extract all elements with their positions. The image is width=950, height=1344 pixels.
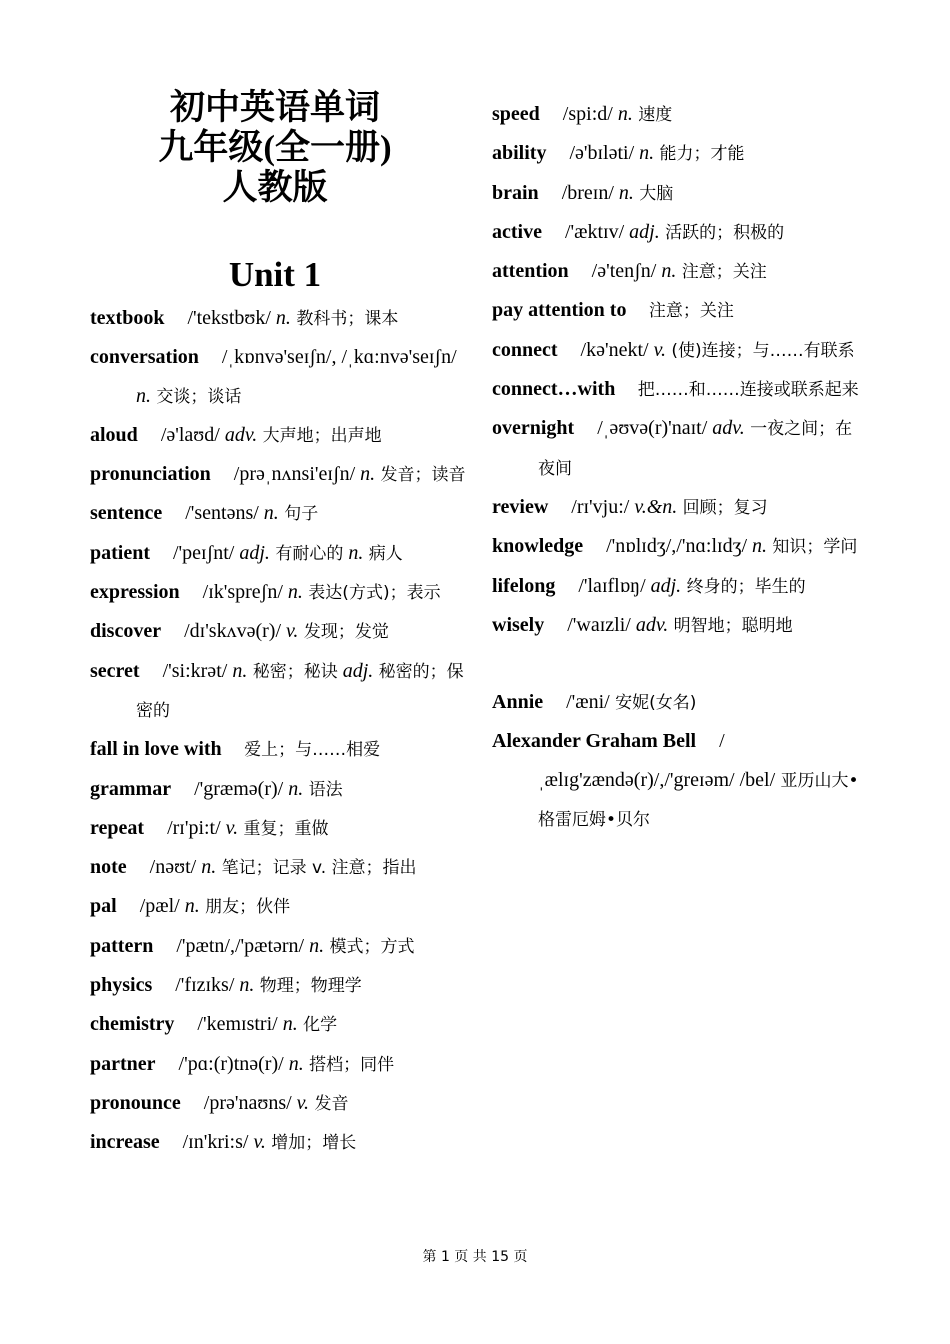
vocab-entry — [90, 848, 468, 887]
title-line-2: 九年级(全一册) — [158, 128, 392, 167]
entry-word: fall in love with — [90, 738, 222, 761]
entry-pos: n. — [283, 1052, 304, 1075]
entry-phonetic: /ˌælɪg'zændə(r)/,/'greɪəm/ /bel/ — [538, 730, 776, 791]
entry-pos: n. — [283, 777, 304, 800]
entry-word: textbook — [90, 307, 165, 329]
entry-pos: v. — [220, 816, 239, 839]
vocab-entry — [90, 887, 468, 926]
vocab-entry — [90, 573, 468, 612]
entry-definition: 句子 — [278, 504, 319, 525]
vocab-entry — [90, 770, 468, 809]
entry-definition: 增加；增长 — [265, 1133, 357, 1154]
entry-pos: adj. — [645, 574, 682, 597]
entry-pos: n. — [136, 384, 151, 407]
entry-word: speed — [492, 103, 540, 125]
entry-definition: (使)连接；与……有联系 — [665, 340, 855, 361]
entry-word: wisely — [492, 613, 545, 636]
entry-phonetic: /ɪn'kri:s/ — [177, 1131, 249, 1154]
entry-phonetic: /ə'tenʃn/ — [586, 260, 657, 283]
document-title — [90, 88, 460, 208]
section-gap — [492, 645, 862, 683]
entry-definition: 交谈；谈话 — [151, 386, 242, 407]
entry-word: repeat — [90, 816, 145, 839]
vocab-entry — [492, 95, 862, 134]
entry-definition: 秘密；秘诀 — [247, 661, 338, 682]
vocab-entry — [90, 1045, 468, 1084]
unit-heading: Unit 1 — [228, 255, 322, 294]
entry-phonetic: /ˌəʊvə(r)'naɪt/ — [592, 417, 708, 440]
entry-word: chemistry — [90, 1013, 175, 1036]
vocab-entry — [90, 809, 468, 848]
entry-word: lifelong — [492, 574, 556, 597]
vocab-entry — [492, 606, 862, 645]
entry-word: aloud — [90, 423, 138, 446]
entry-phonetic: /'si:krət/ — [157, 659, 228, 682]
entry-word: knowledge — [492, 535, 584, 558]
entry-definition: 语法 — [303, 779, 343, 800]
entry-pos: n. — [304, 934, 325, 957]
entry-definition: 爱上；与……相爱 — [221, 740, 381, 761]
entry-pos: n. — [355, 463, 376, 486]
entry-phonetic: /ˌkɒnvə'seɪʃn/, /ˌkɑ:nvə'seɪʃn/ — [216, 346, 457, 369]
entry-definition: 物理；物理学 — [254, 976, 362, 997]
entry-pos: adv. — [630, 613, 669, 636]
entry-definition: 笔记；记录 v. 注意；指出 — [216, 858, 417, 879]
vocab-entry — [492, 409, 862, 488]
entry-pos: n. — [656, 260, 677, 283]
vocab-entry — [90, 534, 468, 573]
entry-word: expression — [90, 581, 180, 604]
entry-definition: 速度 — [632, 105, 673, 125]
entry-phonetic: /rɪ'vju:/ — [566, 495, 630, 518]
vocab-entry — [90, 652, 468, 731]
entry-phonetic: /nəʊt/ — [144, 856, 197, 879]
vocab-entry — [492, 252, 862, 291]
entry-definition: 注意；关注 — [676, 262, 767, 283]
entry-pos: n. — [613, 181, 634, 204]
entry-pos: adj. — [624, 220, 660, 243]
entry-definition: 表达(方式)；表示 — [302, 583, 441, 604]
entry-pos: v.&n. — [629, 495, 678, 518]
entry-pos: v. — [281, 620, 299, 643]
title-line-3: 人教版 — [222, 168, 328, 207]
entry-definition: 亚历山大•格雷厄姆•贝尔 — [538, 770, 859, 831]
entry-phonetic: /kə'nekt/ — [575, 338, 649, 361]
entry-pos: n. — [282, 581, 303, 604]
entry-pos: n. — [277, 1013, 298, 1036]
vocab-entry — [492, 370, 862, 409]
entry-definition: 秘密的；保密的 — [136, 661, 464, 721]
page-footer: 第 1 页 共 15 页 — [422, 1249, 528, 1265]
vocab-entry — [90, 966, 468, 1005]
entry-definition: 回顾；复习 — [677, 497, 768, 518]
entry-pos: n. — [270, 307, 291, 329]
entry-definition: 明智地；聪明地 — [668, 615, 793, 636]
entry-phonetic: /'pætn/,/'pætərn/ — [171, 934, 305, 957]
vocab-entry — [90, 338, 468, 416]
left-column — [90, 299, 468, 1163]
entry-definition: 活跃的；积极的 — [659, 222, 785, 243]
entry-definition: 一夜之间；在夜间 — [538, 419, 853, 479]
entry-definition: 发现；发觉 — [298, 622, 389, 643]
entry-word: ability — [492, 142, 547, 165]
vocab-entry — [90, 494, 468, 533]
entry-pos: adv. — [707, 417, 745, 440]
entry-definition: 有耐心的 — [269, 543, 344, 564]
entry-pos: adj. — [337, 659, 374, 682]
entry-word: secret — [90, 659, 140, 682]
entry-definition: 安妮(女名) — [609, 693, 697, 714]
entry-pos: n. — [343, 541, 364, 564]
entry-phonetic: /'æktɪv/ — [559, 220, 625, 243]
entry-phonetic: /'fɪzɪks/ — [170, 974, 235, 997]
title-line-1: 初中英语单词 — [169, 88, 380, 127]
vocab-entry — [492, 331, 862, 370]
entry-definition: 搭档；同伴 — [303, 1054, 395, 1075]
entry-word: connect…with — [492, 378, 616, 401]
entry-phonetic: /'æni/ — [561, 691, 610, 714]
entry-word: connect — [492, 338, 558, 361]
entry-word: pronounce — [90, 1091, 181, 1114]
entry-pos: v. — [648, 338, 666, 361]
entry-word: patient — [90, 541, 150, 564]
entry-phonetic: /ɪk'spreʃn/ — [197, 581, 283, 604]
vocab-entry — [492, 527, 862, 566]
entry-pos: n. — [747, 535, 768, 558]
entry-word: pal — [90, 895, 117, 918]
entry-pos: n. — [234, 974, 255, 997]
entry-phonetic: /ə'bɪləti/ — [564, 142, 635, 165]
entry-phonetic: /'græmə(r)/ — [189, 777, 284, 800]
entry-phonetic: /breɪn/ — [556, 181, 614, 204]
vocab-entry — [492, 722, 862, 839]
entry-pos: n. — [227, 659, 248, 682]
entry-phonetic: /prə'naʊns/ — [198, 1091, 292, 1114]
vocab-entry — [492, 134, 862, 173]
entry-definition: 终身的；毕生的 — [681, 576, 806, 597]
entry-pos: n. — [196, 856, 217, 879]
entry-word: grammar — [90, 777, 172, 800]
entry-pos: adv. — [219, 423, 258, 446]
entry-definition: 重复；重做 — [238, 818, 329, 839]
entry-definition: 发音；读音 — [375, 465, 466, 486]
entry-word: attention — [492, 260, 569, 283]
entry-definition: 能力；才能 — [654, 144, 745, 165]
entry-word: partner — [90, 1052, 156, 1075]
vocab-entry — [90, 299, 468, 338]
vocab-entry — [492, 683, 862, 722]
entry-pos: v. — [291, 1091, 310, 1114]
vocab-entry — [90, 1084, 468, 1123]
entry-definition: 朋友；伙伴 — [199, 897, 291, 918]
vocab-entry — [492, 567, 862, 606]
vocab-entry — [90, 927, 468, 966]
vocab-entry — [90, 730, 468, 769]
entry-phonetic: /'kemɪstri/ — [192, 1013, 278, 1036]
entry-word: review — [492, 495, 549, 518]
entry-definition: 注意；关注 — [626, 301, 734, 322]
entry-definition: 发音 — [309, 1093, 349, 1114]
entry-word: pattern — [90, 934, 154, 957]
entry-phonetic: /rɪ'pi:t/ — [162, 816, 221, 839]
vocab-entry — [90, 416, 468, 455]
entry-word: Alexander Graham Bell — [492, 730, 697, 753]
entry-phonetic: /'pɑ:(r)tnə(r)/ — [173, 1052, 284, 1075]
entry-pos: v. — [248, 1131, 266, 1154]
vocab-entry — [492, 174, 862, 213]
vocab-entry — [492, 291, 862, 330]
entry-phonetic: /'nɒlɪdʒ/,/'nɑ:lɪdʒ/ — [601, 535, 748, 558]
entry-definition: 模式；方式 — [324, 936, 415, 957]
vocab-entry — [90, 455, 468, 494]
entry-phonetic: /pæl/ — [134, 895, 180, 918]
vocab-entry — [492, 488, 862, 527]
entry-phonetic: /'sentəns/ — [180, 502, 259, 525]
entry-phonetic: /dɪ'skʌvə(r)/ — [179, 620, 282, 643]
entry-phonetic: /'peɪʃnt/ — [168, 541, 235, 564]
entry-word: overnight — [492, 417, 575, 440]
entry-word: discover — [90, 620, 162, 643]
entry-pos: n. — [179, 895, 200, 918]
vocab-entry — [90, 1123, 468, 1162]
entry-word: pay attention to — [492, 299, 627, 322]
entry-definition: 化学 — [297, 1015, 338, 1036]
right-column — [492, 95, 862, 839]
vocab-entry — [90, 612, 468, 651]
entry-phonetic: /ə'laʊd/ — [155, 423, 220, 446]
entry-pos: adj. — [234, 541, 270, 564]
entry-word: conversation — [90, 346, 199, 369]
entry-definition: 教科书；课本 — [290, 309, 399, 329]
entry-definition: 知识；学问 — [767, 537, 858, 558]
entry-word: physics — [90, 974, 153, 997]
vocab-entry — [492, 213, 862, 252]
entry-definition: 大声地；出声地 — [257, 425, 382, 446]
entry-phonetic: /'laɪflɒŋ/ — [573, 574, 646, 597]
entry-word: active — [492, 220, 542, 243]
entry-word: brain — [492, 181, 539, 204]
entry-word: increase — [90, 1131, 160, 1154]
entry-definition: 大脑 — [633, 183, 674, 204]
entry-pos: n. — [612, 103, 633, 125]
entry-phonetic: /'waɪzli/ — [562, 613, 631, 636]
entry-definition: 病人 — [363, 543, 403, 564]
entry-word: pronunciation — [90, 463, 211, 486]
entry-definition: 把……和……连接或联系起来 — [615, 380, 859, 401]
entry-pos: n. — [634, 142, 655, 165]
entry-phonetic: /'tekstbʊk/ — [182, 307, 271, 329]
entry-phonetic: /spi:d/ — [557, 103, 613, 125]
entry-phonetic: /prəˌnʌnsi'eɪʃn/ — [228, 463, 356, 486]
entry-word: Annie — [492, 691, 544, 714]
entry-pos: n. — [258, 502, 279, 525]
entry-word: note — [90, 856, 127, 879]
entry-word: sentence — [90, 502, 163, 525]
vocab-entry — [90, 1005, 468, 1044]
